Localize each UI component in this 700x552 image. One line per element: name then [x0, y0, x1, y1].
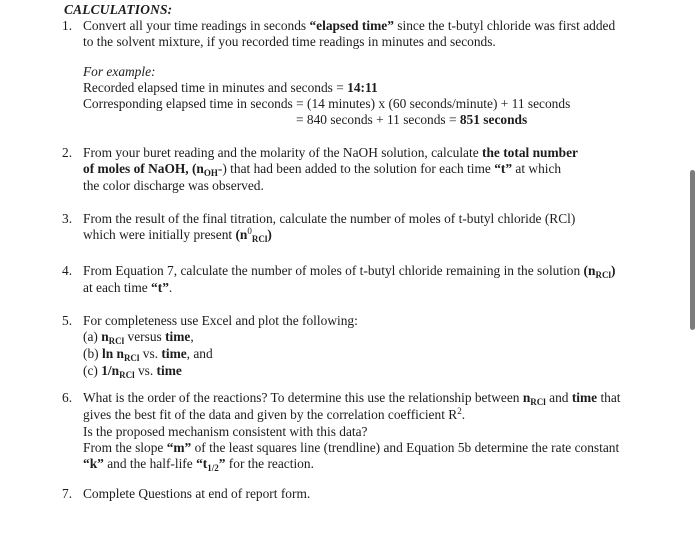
item-4-line-1	[83, 263, 647, 280]
time-term: time	[161, 346, 187, 361]
item-5-line-1: For completeness use Excel and plot the following:	[83, 313, 358, 328]
item-5-number: 5.	[62, 313, 73, 328]
text: n	[101, 329, 109, 344]
item-6-line-5	[83, 456, 647, 473]
item-3	[62, 211, 647, 244]
text: What is the order of the reactions? To determine this use the relationship between	[83, 390, 523, 405]
text: of moles of NaOH, (n	[83, 161, 204, 176]
text: From the slope	[83, 440, 167, 455]
text: that	[597, 390, 621, 405]
example-label: For example:	[83, 64, 156, 79]
text: , and	[186, 346, 213, 361]
subscript: 1/2	[207, 463, 219, 473]
text: 1/n	[101, 363, 120, 378]
text: = 840 seconds + 11 seconds =	[296, 112, 460, 127]
plot-item-b	[83, 346, 647, 363]
item-1-line-2: to the solvent mixture, if you recorded time readings in minutes and seconds.	[83, 34, 496, 49]
item-2-line-1	[83, 145, 647, 161]
item-1-number: 1.	[62, 18, 73, 33]
text: versus	[124, 329, 166, 344]
elapsed-time-term: “elapsed time”	[309, 18, 394, 33]
example-result: 851 seconds	[459, 112, 528, 127]
text: ,	[190, 329, 194, 344]
text: .	[461, 407, 466, 422]
item-4	[62, 263, 647, 296]
text: (b)	[83, 346, 102, 361]
superscript: 0	[247, 226, 252, 236]
text: )	[610, 263, 616, 278]
plot-item-c	[83, 363, 647, 380]
text: )	[267, 227, 272, 242]
calculations-heading: CALCULATIONS:	[64, 2, 173, 17]
text: and the half-life	[103, 456, 197, 471]
k-term: “k”	[83, 456, 104, 471]
subscript: RCl	[108, 336, 125, 346]
item-1-line-1	[83, 18, 647, 34]
item-5	[62, 313, 647, 380]
subscript: RCl	[595, 270, 611, 280]
subscript: RCl	[123, 353, 140, 363]
subscript: OH	[203, 168, 218, 178]
item-3-line-1: From the result of the final titration, calculate the number of moles of t-butyl chloride (RCl)	[83, 211, 576, 226]
item-4-number: 4.	[62, 263, 73, 278]
text: -) that had been added to the solution for each time	[217, 161, 495, 176]
text: of the least squares line (trendline) and Equation 5b determine the rate constant	[191, 440, 620, 455]
text: Recorded elapsed time in minutes and seconds =	[83, 80, 348, 95]
text: vs.	[139, 346, 162, 361]
plot-item-a	[83, 329, 647, 346]
text: n	[522, 390, 531, 405]
item-7	[62, 486, 647, 502]
text: (a)	[83, 329, 102, 344]
text: From your buret reading and the molarity of the NaOH solution, calculate	[83, 145, 483, 160]
vertical-scrollbar[interactable]	[690, 170, 695, 330]
item-7-number: 7.	[62, 486, 73, 501]
subscript: RCl	[530, 397, 546, 407]
text: (n	[583, 263, 596, 278]
example-time-value: 14:11	[347, 80, 378, 95]
item-2-number: 2.	[62, 145, 73, 160]
text: at each time	[83, 280, 152, 295]
t-term: “t”	[151, 280, 169, 295]
item-3-line-2	[83, 227, 647, 244]
example-line-2: Corresponding elapsed time in seconds = (14 minutes) x (60 seconds/minute) + 11 seconds	[83, 96, 571, 111]
total-number-term: the total number	[482, 145, 578, 160]
text: at which	[512, 161, 562, 176]
text: (n	[235, 227, 248, 242]
item-3-number: 3.	[62, 211, 73, 226]
text: (c)	[83, 363, 102, 378]
text: vs.	[134, 363, 157, 378]
text: gives the best fit of the data and given by the correlation coefficient R	[83, 407, 458, 422]
example-line-3	[296, 112, 647, 128]
time-term: time	[571, 390, 598, 405]
t-term: “t”	[494, 161, 513, 176]
text: for the reaction.	[225, 456, 314, 471]
item-6-line-1	[83, 390, 647, 407]
text: From Equation 7, calculate the number of moles of t-butyl chloride remaining in the solution	[83, 263, 584, 278]
text: and	[545, 390, 572, 405]
item-6-line-2	[83, 407, 647, 424]
text: .	[168, 280, 173, 295]
text: which were initially present	[83, 227, 236, 242]
item-6-line-3: Is the proposed mechanism consistent with this data?	[83, 424, 368, 439]
superscript: 2	[457, 406, 462, 416]
time-term: time	[156, 363, 182, 378]
item-2-line-2	[83, 161, 647, 178]
item-6-number: 6.	[62, 390, 73, 405]
example-line-1	[83, 80, 647, 96]
text: ln n	[101, 346, 124, 361]
text: “t	[196, 456, 208, 471]
item-7-line-1: Complete Questions at end of report form.	[83, 486, 311, 501]
item-1	[62, 18, 647, 128]
item-6	[62, 390, 647, 473]
item-4-line-2	[83, 280, 647, 296]
item-2-line-3: the color discharge was observed.	[83, 178, 264, 193]
subscript: RCl	[119, 370, 135, 380]
text: Convert all your time readings in seconds	[83, 18, 310, 33]
text: since the t-butyl chloride was first added	[393, 18, 616, 33]
m-term: “m”	[166, 440, 192, 455]
item-6-line-4	[83, 440, 647, 456]
item-2	[62, 145, 647, 194]
time-term: time	[165, 329, 191, 344]
text: ”	[218, 456, 226, 471]
subscript: RCl	[251, 234, 268, 244]
